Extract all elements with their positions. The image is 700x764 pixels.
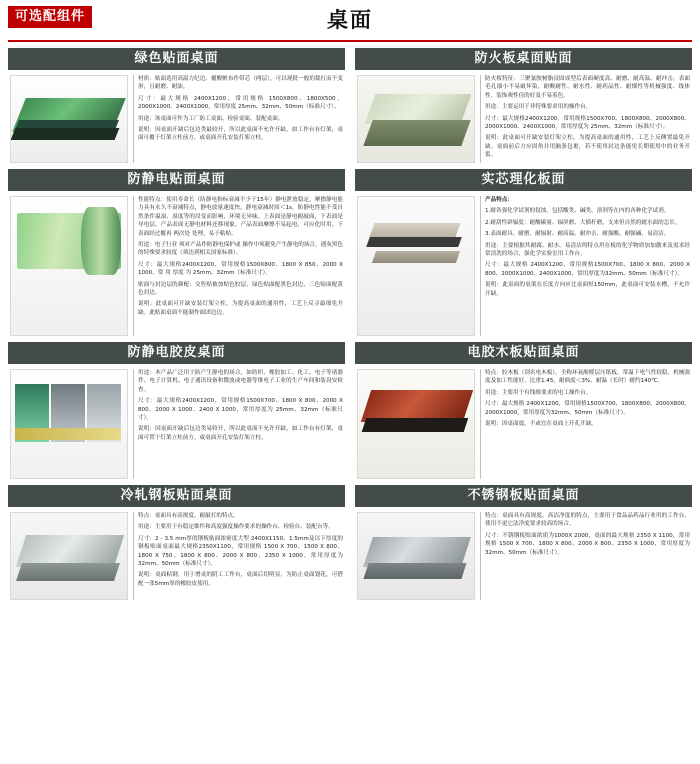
card-description bbox=[133, 512, 343, 600]
desc-line: 2.耐刮性辟辐度：耐酸碳量、辐屏磨、大插杆磨，支来但自然的耐水面的怎长。 bbox=[485, 219, 681, 226]
card-title: 实芯理化板面 bbox=[355, 169, 692, 191]
card-description bbox=[480, 196, 690, 336]
desc-line: 尺寸：最大规格2400X1200，常用规格1500X700、1800X800、2000X800、2000X1000、2400X1000，常用厚度为 25mm、32mm（标准尺寸）。 bbox=[485, 115, 690, 130]
card-title: 冷轧钢板贴面桌面 bbox=[8, 485, 345, 507]
card-title: 电胶木板贴面桌面 bbox=[355, 342, 692, 364]
product-card bbox=[355, 48, 692, 165]
desc-line: 贴面与封边层的颜配：交售贴被加贴色胶层，绿色贴面配黑色封边，三色贴面配黄色封边。 bbox=[138, 281, 343, 296]
card-title: 防静电胶皮桌面 bbox=[8, 342, 345, 364]
desc-line: 说明：此桌面可开缺安装灯架立柱，为提高桌面的通用性，工艺上反寻最细免开缺。此贴面桌面不能制作面团边边。 bbox=[138, 301, 343, 316]
desc-line: 用途：该桌面可作为工厂防工桌面、检验桌面、装配桌面。 bbox=[138, 115, 284, 122]
desc-line: 说明：因桌面开缺后包边类最较开，所以此桌面不允许开缺，如工作台有灯架，桌面可覆于灯架立柱前方，或桌面开孔安装灯架立柱。 bbox=[138, 126, 343, 142]
desc-line: 尺寸：最大规格 2400X1200，常用规格1500X700、1800 X 800、2000 X 800、2000X1000、2400X1000，常用厚度为32mm、50mm（标准尺寸）。 bbox=[485, 262, 690, 277]
desc-line: 用途：主要运用于非特殊要求用的操作台。 bbox=[485, 104, 592, 111]
desc-line: 特点：桌面具有高规度，高洁净度的特点，主要用于食品品药品行业用的工作台，使用不更它法净度要求较高的场合。 bbox=[485, 513, 690, 528]
page-title: 桌面 bbox=[327, 8, 373, 32]
card-body bbox=[355, 507, 692, 602]
product-card bbox=[355, 169, 692, 338]
card-title: 绿色贴面桌面 bbox=[8, 48, 345, 70]
desc-line: 说明：桌面粘钢，用于增桌的阴工工作台，桌面后切明显，为防止桌面划花，可搭配一张5mm厚的橡胶皮使用。 bbox=[138, 572, 343, 587]
product-card bbox=[8, 48, 345, 165]
desc-line: 防火板特征：三聚氰胺树脂浸固成型后表面硬度高、耐磨、耐高温、耐冲击，表面毛孔细小不易破坏染，耐酸耐性、耐水性、耐药品性、耐烟性等机械强度、线体性、装饰观性佳的好及不易着色。 bbox=[485, 76, 690, 99]
desc-line: 特点：胶木板（别名电木板），全称环氧酚醛层压纸板，常温下电气性较稳，机械强度及加工性能好，比重1.45，耐曲度＜3%，耐温（长时）耐约140℃。 bbox=[485, 370, 690, 385]
desc-line: 产品特点： bbox=[485, 197, 513, 203]
desc-line: 尺寸：最大规格 2400X1200，常用规格1500X700、1800X800、2000X800、2000X1000，常用厚度为32mm、50mm（标准尺寸）。 bbox=[485, 401, 690, 416]
desc-line: 尺寸：最大规格2400X1200，常用规格1500X700、1800 X 800、2000 X 800、2000 X 1000、2400 X 1000，常用厚度为 25mm、32mm（标准尺寸）。 bbox=[138, 398, 343, 421]
card-body bbox=[355, 364, 692, 481]
desc-line: 用途：主要用于有稳定维件和高度强度操作要求的操作台、检验台、装配台等。 bbox=[138, 524, 334, 531]
desc-line: 1.耐各强化学试剂的侵蚀，包括酸类、碱类、溶剂等在内的各种化学试剂。 bbox=[485, 208, 670, 215]
desc-line: 材质：贴面选用高温力纪边、覆醒帆布作带芯（两层），可以现批一般的裁打而不变形，且耐磨、耐油。 bbox=[138, 76, 343, 91]
card-title: 防火板桌面贴面 bbox=[355, 48, 692, 70]
card-body bbox=[8, 507, 345, 602]
page-header bbox=[8, 0, 692, 42]
desc-line: 尺寸：不锈钢板贴面浓质为1000X 2000，桌面的最大规格 2350 X 1100，常用规格 1500 X 700、1800 X 800、2000 X 800、2350 X 1000，常用厚度为32mm、50mm（标准尺寸）。 bbox=[485, 532, 690, 556]
card-title: 不锈钢板贴面桌面 bbox=[355, 485, 692, 507]
card-description bbox=[480, 369, 690, 479]
card-body bbox=[355, 70, 692, 165]
desc-line: 用途：电子行业 须对产品作防静电保护或 操作中须避免产生静电的场合。遇灰黑色的特殊要求较度（须达到相关国家标准）。 bbox=[138, 241, 343, 257]
card-description bbox=[133, 196, 343, 336]
desc-line: 特点：桌面具有高规度，耐敲打的特点。 bbox=[138, 513, 239, 519]
red-bakelite-board-table-top-image bbox=[357, 369, 475, 479]
desc-line: 用途：本产品广泛用于防产生静电的场合，如纺织、橡胶加工、化工、电子等诸器件、电子计算机、电子通讯设备和微波或电器等维电子工业的生产车间和装设安检查。 bbox=[138, 370, 343, 393]
product-card bbox=[355, 342, 692, 481]
product-grid bbox=[0, 42, 700, 606]
product-card bbox=[355, 485, 692, 602]
card-body bbox=[8, 191, 345, 338]
card-description bbox=[133, 75, 343, 163]
desc-line: 用途：主要用于有线维要求的电工操作台。 bbox=[485, 389, 592, 396]
product-card bbox=[8, 342, 345, 481]
desc-line: 说明：因桌面开缺后包边类易较开，所以此桌面不允许开缺，如工作台有灯架，桌面可置于灯架立柱前方，或桌面开孔安装灯架立柱。 bbox=[138, 426, 343, 441]
card-body bbox=[8, 364, 345, 481]
card-description bbox=[133, 369, 343, 479]
product-card bbox=[8, 485, 345, 602]
card-body bbox=[8, 70, 345, 165]
card-description bbox=[480, 512, 690, 600]
desc-line: 尺寸：最大规格 2400X1200，常用规格 1500X800、1800X500、2000X1000、2400X1000，常用厚度 25mm、32mm、50mm（标准尺寸）。 bbox=[138, 95, 343, 111]
product-card bbox=[8, 169, 345, 338]
card-title: 防静电贴面桌面 bbox=[8, 169, 345, 191]
solid-core-physics-chemistry-board-image bbox=[357, 196, 475, 336]
desc-line: 用途：主要根据其耐腐、耐水、易清洁的特点用在板的化学物质加加激来及需求经常清洗的场合，强化学实验室用工作台。 bbox=[485, 242, 690, 257]
desc-line: 3.表面耐具、耐磨、耐辐射、耐高温、耐冲击、耐强酸、耐强碱、易清洁。 bbox=[485, 231, 670, 238]
antistatic-laminate-roll-image bbox=[10, 196, 128, 336]
stainless-steel-table-top-image bbox=[357, 512, 475, 600]
optional-components-tag: 可选配组件 bbox=[8, 6, 92, 28]
fireproof-board-table-top-image bbox=[357, 75, 475, 163]
antistatic-rubber-mat-image bbox=[10, 369, 128, 479]
desc-line: 说明：此桌面的桌架在长度方向应比桌面短150mm，此桌面可安装水槽，不允许开缺。 bbox=[485, 282, 690, 297]
desc-line: 性能特点：使用寿命长（防静电指标衰减不少于15年）静电泄放稳定，摩擦静电能力具有永久不衰减特点，静电放量速度快，静电衰减时间＜1s，防静电性能不受自然条件温湿、湿度等的浸变而影响，环境无异味。上表面是静电耐敲面，下表面是导电层。产品表面无静电材料还移现象，产品表面摩擦不易起电，可应化时用。下表面经过覆再 两次处 处理，易于粘贴。 bbox=[138, 197, 343, 237]
desc-line: 说明：此桌面可开缺安装灯架立柱，为提高桌面的通用性，工艺上反侧置最免开缺。桌面前后方应固角并用脑条包裹，若不使用封边条能免长期使用中的业务开裂。 bbox=[485, 135, 690, 159]
card-description bbox=[480, 75, 690, 163]
card-body bbox=[355, 191, 692, 338]
desc-line: 尺寸：最大规格2400X1200，常用规格1500X800、1800 X 850、2000 X 1000，常 用 厚度 为 25mm、32mm（标准尺寸）。 bbox=[138, 261, 343, 277]
cold-rolled-steel-table-top-image bbox=[10, 512, 128, 600]
desc-line: 说明：因桌面震，不或宜在桌面上开孔开缺。 bbox=[485, 420, 597, 427]
green-laminate-table-top-image bbox=[10, 75, 128, 163]
desc-line: 尺寸：2 - 3.5 mm厚的钢板贴面浓密度大型 2400X1150、1.5mm及以下厚度的钢板贴面桌面最大规格2350X1100，常用规格 1500 X 700、1500 X 800、1800 X 750、1800 X 800、2000 X 800、2350 X 1000，常用厚度为32mm、50mm（标准尺寸）。 bbox=[138, 535, 343, 567]
